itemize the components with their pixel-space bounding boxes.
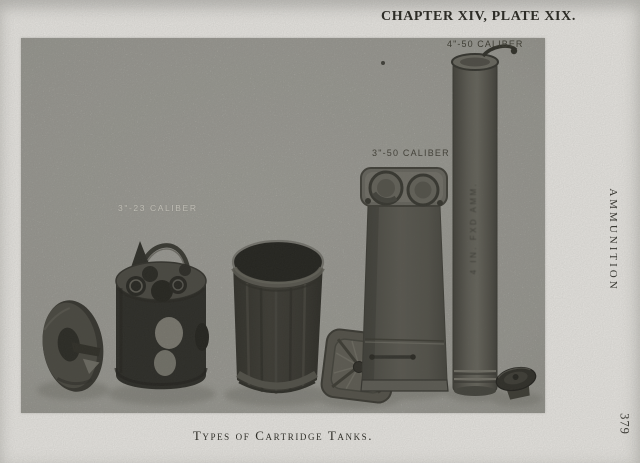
tube-stencil-marking: 4 IN. FXD AMM. (469, 181, 478, 275)
photo-label-3in-23-caliber: 3"-23 CALIBER (118, 203, 198, 213)
plate-photograph (21, 38, 545, 413)
photo-label-3in-50-caliber: 3"-50 CALIBER (372, 148, 450, 158)
margin-chapter-label: AMMUNITION (607, 188, 619, 292)
plate-caption: Types of Cartridge Tanks. (192, 428, 374, 443)
plate-header: CHAPTER XIV, PLATE XIX. (381, 9, 576, 24)
cartridge-tanks-illustration (21, 38, 545, 413)
photo-label-4in-50-caliber: 4"-50 CALIBER (447, 39, 524, 49)
page-number: 379 (617, 413, 632, 435)
